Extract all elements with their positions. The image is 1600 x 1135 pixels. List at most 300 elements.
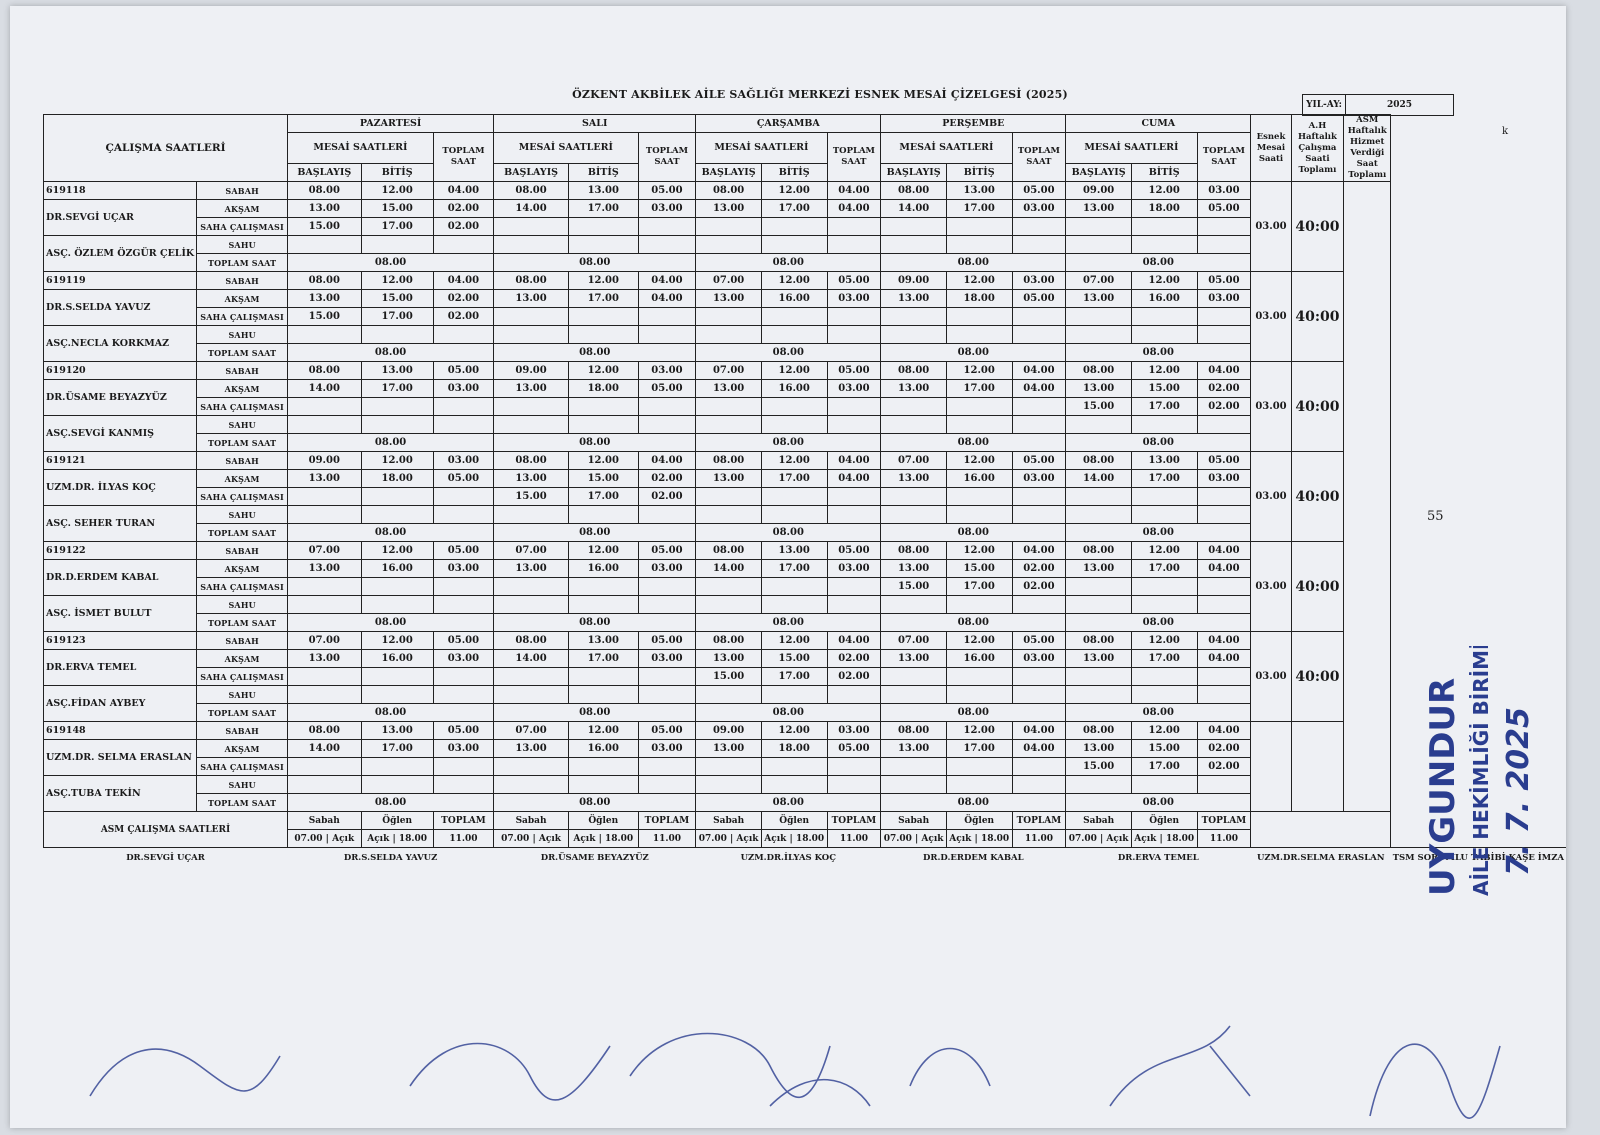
asm-oglen-head: Öğlen — [361, 812, 433, 830]
time-cell — [1197, 776, 1251, 794]
time-cell — [1197, 686, 1251, 704]
day-header: PAZARTESİ — [288, 115, 494, 133]
time-cell: 04.00 — [1197, 362, 1251, 380]
time-cell — [1131, 578, 1197, 596]
time-cell: 04.00 — [827, 200, 881, 218]
time-cell: 07.00 — [1066, 272, 1132, 290]
time-cell: 03.00 — [433, 380, 493, 398]
time-cell: 02.00 — [1012, 578, 1066, 596]
time-cell — [288, 596, 362, 614]
time-cell — [946, 668, 1012, 686]
row-label-toplam: TOPLAM SAAT — [197, 614, 288, 632]
time-cell — [1066, 578, 1132, 596]
time-cell: 07.00 — [881, 452, 947, 470]
time-cell — [946, 596, 1012, 614]
time-cell — [1012, 416, 1066, 434]
time-cell: 16.00 — [761, 380, 827, 398]
time-cell — [288, 398, 362, 416]
esnek-mesai-value — [1251, 722, 1291, 812]
time-cell — [288, 668, 362, 686]
time-cell: 12.00 — [761, 452, 827, 470]
asm-sabah-value: 07.00 | Açık — [288, 830, 362, 848]
time-cell — [881, 326, 947, 344]
time-cell — [1066, 326, 1132, 344]
time-cell: 05.00 — [827, 362, 881, 380]
time-cell — [1066, 488, 1132, 506]
haftalik-value: 40:00 — [1291, 452, 1344, 542]
time-cell — [696, 506, 762, 524]
baslayis-header: BAŞLAYIŞ — [696, 164, 762, 182]
time-cell: 12.00 — [361, 542, 433, 560]
time-cell — [1131, 308, 1197, 326]
day-total: 08.00 — [1066, 524, 1251, 542]
schedule-table — [43, 114, 1566, 868]
nurse-name: ASÇ.SEVGİ KANMIŞ — [44, 416, 197, 452]
time-cell — [827, 236, 881, 254]
time-cell: 17.00 — [1131, 650, 1197, 668]
time-cell — [1197, 668, 1251, 686]
row-label-toplam: TOPLAM SAAT — [197, 434, 288, 452]
time-cell: 12.00 — [1131, 722, 1197, 740]
time-cell — [361, 596, 433, 614]
time-cell: 17.00 — [1131, 470, 1197, 488]
time-cell: 04.00 — [1012, 722, 1066, 740]
time-cell — [696, 758, 762, 776]
nurse-name: ASÇ.FİDAN AYBEY — [44, 686, 197, 722]
doctor-name: DR.SEVGİ UÇAR — [44, 200, 197, 236]
time-cell: 08.00 — [881, 542, 947, 560]
asm-toplam-head: TOPLAM — [1197, 812, 1251, 830]
time-cell: 13.00 — [696, 200, 762, 218]
row-label-aksam: AKŞAM — [197, 380, 288, 398]
time-cell — [1131, 668, 1197, 686]
time-cell — [361, 236, 433, 254]
time-cell — [1197, 218, 1251, 236]
asm-oglen-head: Öğlen — [1131, 812, 1197, 830]
time-cell: 16.00 — [946, 470, 1012, 488]
time-cell — [638, 758, 696, 776]
time-cell — [433, 578, 493, 596]
time-cell: 02.00 — [433, 200, 493, 218]
time-cell — [1197, 308, 1251, 326]
time-cell: 12.00 — [761, 362, 827, 380]
time-cell — [288, 416, 362, 434]
time-cell: 08.00 — [288, 272, 362, 290]
row-label-toplam: TOPLAM SAAT — [197, 254, 288, 272]
stamp-unit: AİLE HEKİMLİĞİ BİRİMİ — [1469, 646, 1493, 896]
time-cell — [1131, 416, 1197, 434]
day-total: 08.00 — [1066, 794, 1251, 812]
time-cell — [568, 416, 638, 434]
time-cell — [881, 398, 947, 416]
time-cell: 15.00 — [946, 560, 1012, 578]
time-cell: 13.00 — [361, 362, 433, 380]
time-cell: 15.00 — [881, 578, 947, 596]
haftalik-value: 40:00 — [1291, 542, 1344, 632]
doctor-name: DR.D.ERDEM KABAL — [44, 560, 197, 596]
asm-sabah-head: Sabah — [696, 812, 762, 830]
unit-code: 619148 — [44, 722, 197, 740]
time-cell — [433, 686, 493, 704]
time-cell: 04.00 — [827, 452, 881, 470]
time-cell — [1131, 506, 1197, 524]
time-cell — [761, 416, 827, 434]
mesai-saatleri-header: MESAİ SAATLERİ — [288, 133, 434, 164]
time-cell — [288, 488, 362, 506]
time-cell: 04.00 — [1012, 380, 1066, 398]
time-cell — [761, 326, 827, 344]
time-cell: 17.00 — [1131, 398, 1197, 416]
time-cell: 08.00 — [696, 632, 762, 650]
time-cell — [1012, 236, 1066, 254]
row-label-saha: SAHA ÇALIŞMASI — [197, 218, 288, 236]
side-number: 55 — [1427, 509, 1444, 524]
nurse-name: ASÇ.NECLA KORKMAZ — [44, 326, 197, 362]
time-cell: 13.00 — [1066, 740, 1132, 758]
time-cell — [761, 308, 827, 326]
esnek-mesai-value: 03.00 — [1251, 632, 1291, 722]
time-cell: 15.00 — [361, 200, 433, 218]
time-cell: 15.00 — [288, 308, 362, 326]
row-label-aksam: AKŞAM — [197, 740, 288, 758]
time-cell: 02.00 — [433, 218, 493, 236]
day-header: ÇARŞAMBA — [696, 115, 881, 133]
time-cell: 05.00 — [433, 632, 493, 650]
time-cell: 13.00 — [946, 182, 1012, 200]
time-cell — [761, 596, 827, 614]
time-cell: 17.00 — [761, 470, 827, 488]
nurse-name: ASÇ. SEHER TURAN — [44, 506, 197, 542]
time-cell: 04.00 — [433, 182, 493, 200]
time-cell: 13.00 — [494, 560, 569, 578]
time-cell — [638, 218, 696, 236]
time-cell — [881, 758, 947, 776]
time-cell: 12.00 — [361, 452, 433, 470]
unit-code: 619122 — [44, 542, 197, 560]
time-cell — [288, 578, 362, 596]
unit-code: 619120 — [44, 362, 197, 380]
day-header: CUMA — [1066, 115, 1251, 133]
day-total: 08.00 — [1066, 344, 1251, 362]
time-cell — [761, 398, 827, 416]
time-cell — [827, 308, 881, 326]
time-cell — [494, 668, 569, 686]
row-label-sahu: SAHU — [197, 416, 288, 434]
nurse-name: ASÇ.TUBA TEKİN — [44, 776, 197, 812]
time-cell: 17.00 — [568, 200, 638, 218]
time-cell — [494, 758, 569, 776]
row-label-saha: SAHA ÇALIŞMASI — [197, 488, 288, 506]
time-cell: 13.00 — [494, 380, 569, 398]
time-cell — [827, 416, 881, 434]
time-cell — [761, 506, 827, 524]
time-cell: 02.00 — [1197, 740, 1251, 758]
esnek-mesai-value: 03.00 — [1251, 182, 1291, 272]
time-cell — [638, 326, 696, 344]
time-cell: 18.00 — [761, 740, 827, 758]
doctor-name: UZM.DR. SELMA ERASLAN — [44, 740, 197, 776]
time-cell — [1012, 668, 1066, 686]
table-row — [44, 182, 1567, 200]
time-cell — [494, 308, 569, 326]
doctor-name: DR.S.SELDA YAVUZ — [44, 290, 197, 326]
baslayis-header: BAŞLAYIŞ — [494, 164, 569, 182]
time-cell: 02.00 — [1197, 758, 1251, 776]
day-total: 08.00 — [494, 794, 696, 812]
asm-toplam-head: TOPLAM — [638, 812, 696, 830]
time-cell — [881, 218, 947, 236]
asm-sabah-head: Sabah — [494, 812, 569, 830]
time-cell: 12.00 — [946, 542, 1012, 560]
time-cell: 05.00 — [433, 542, 493, 560]
time-cell — [288, 776, 362, 794]
time-cell — [761, 488, 827, 506]
time-cell — [433, 758, 493, 776]
time-cell: 12.00 — [761, 632, 827, 650]
asm-oglen-value: Açık | 18.00 — [568, 830, 638, 848]
row-label-sahu: SAHU — [197, 236, 288, 254]
time-cell: 03.00 — [827, 722, 881, 740]
yil-ay-box — [1302, 94, 1454, 116]
nurse-name: ASÇ. İSMET BULUT — [44, 596, 197, 632]
time-cell — [361, 578, 433, 596]
time-cell: 17.00 — [761, 668, 827, 686]
time-cell — [1066, 236, 1132, 254]
time-cell: 13.00 — [494, 470, 569, 488]
time-cell: 17.00 — [568, 650, 638, 668]
approval-stamp — [1418, 646, 1558, 906]
time-cell: 12.00 — [1131, 272, 1197, 290]
time-cell: 17.00 — [361, 218, 433, 236]
time-cell: 13.00 — [696, 290, 762, 308]
time-cell: 17.00 — [361, 740, 433, 758]
time-cell — [638, 686, 696, 704]
time-cell: 15.00 — [1066, 758, 1132, 776]
toplam-saat-header: TOPLAM SAAT — [1012, 133, 1066, 182]
time-cell — [946, 758, 1012, 776]
signature-name: DR.S.SELDA YAVUZ — [288, 848, 494, 869]
mesai-saatleri-header: MESAİ SAATLERİ — [696, 133, 827, 164]
day-total: 08.00 — [696, 524, 881, 542]
time-cell — [568, 668, 638, 686]
day-total: 08.00 — [881, 524, 1066, 542]
time-cell — [638, 416, 696, 434]
day-total: 08.00 — [494, 614, 696, 632]
asm-toplam-value: 11.00 — [638, 830, 696, 848]
time-cell: 03.00 — [433, 650, 493, 668]
time-cell — [1131, 218, 1197, 236]
doctor-name: DR.ÜSAME BEYAZYÜZ — [44, 380, 197, 416]
time-cell — [946, 686, 1012, 704]
stamp-uygundur: UYGUNDUR — [1423, 677, 1463, 896]
asm-oglen-head: Öğlen — [761, 812, 827, 830]
day-total: 08.00 — [1066, 704, 1251, 722]
time-cell: 13.00 — [696, 470, 762, 488]
time-cell: 14.00 — [881, 200, 947, 218]
time-cell — [696, 416, 762, 434]
time-cell — [433, 596, 493, 614]
time-cell: 02.00 — [1012, 560, 1066, 578]
time-cell — [761, 776, 827, 794]
time-cell: 03.00 — [1197, 182, 1251, 200]
unit-code: 619123 — [44, 632, 197, 650]
time-cell: 13.00 — [568, 182, 638, 200]
time-cell — [433, 236, 493, 254]
time-cell: 12.00 — [568, 362, 638, 380]
baslayis-header: BAŞLAYIŞ — [881, 164, 947, 182]
time-cell — [696, 236, 762, 254]
time-cell — [494, 506, 569, 524]
time-cell: 08.00 — [494, 182, 569, 200]
day-total: 08.00 — [494, 434, 696, 452]
bitis-header: BİTİŞ — [361, 164, 433, 182]
time-cell — [433, 506, 493, 524]
time-cell — [638, 596, 696, 614]
row-label-aksam: AKŞAM — [197, 470, 288, 488]
time-cell — [881, 506, 947, 524]
time-cell: 03.00 — [638, 362, 696, 380]
time-cell — [638, 506, 696, 524]
time-cell — [1131, 488, 1197, 506]
time-cell: 13.00 — [881, 380, 947, 398]
time-cell — [1012, 398, 1066, 416]
time-cell: 12.00 — [946, 632, 1012, 650]
day-total: 08.00 — [696, 794, 881, 812]
time-cell — [696, 488, 762, 506]
time-cell — [638, 578, 696, 596]
time-cell — [1197, 596, 1251, 614]
time-cell — [881, 668, 947, 686]
time-cell: 05.00 — [433, 470, 493, 488]
time-cell: 04.00 — [1197, 650, 1251, 668]
time-cell — [638, 398, 696, 416]
time-cell: 12.00 — [568, 722, 638, 740]
time-cell: 07.00 — [494, 722, 569, 740]
time-cell: 05.00 — [433, 722, 493, 740]
time-cell — [494, 776, 569, 794]
calisma-saatleri-header: ÇALIŞMA SAATLERİ — [44, 115, 288, 182]
day-total: 08.00 — [696, 614, 881, 632]
time-cell: 12.00 — [1131, 182, 1197, 200]
time-cell: 04.00 — [638, 272, 696, 290]
day-total: 08.00 — [494, 704, 696, 722]
time-cell — [1131, 596, 1197, 614]
time-cell: 17.00 — [946, 380, 1012, 398]
time-cell: 16.00 — [361, 560, 433, 578]
time-cell: 18.00 — [1131, 200, 1197, 218]
time-cell: 12.00 — [568, 272, 638, 290]
toplam-saat-header: TOPLAM SAAT — [638, 133, 696, 182]
time-cell — [881, 308, 947, 326]
row-label-sahu: SAHU — [197, 326, 288, 344]
time-cell — [361, 416, 433, 434]
time-cell: 02.00 — [1197, 398, 1251, 416]
time-cell: 13.00 — [696, 380, 762, 398]
time-cell — [761, 758, 827, 776]
time-cell — [433, 776, 493, 794]
time-cell: 15.00 — [1131, 380, 1197, 398]
time-cell: 16.00 — [568, 560, 638, 578]
row-label-sabah: SABAH — [197, 272, 288, 290]
signature-name: UZM.DR.SELMA ERASLAN — [1251, 848, 1391, 869]
row-label-toplam: TOPLAM SAAT — [197, 524, 288, 542]
day-total: 08.00 — [1066, 254, 1251, 272]
time-cell — [1066, 416, 1132, 434]
time-cell — [494, 218, 569, 236]
day-total: 08.00 — [288, 254, 494, 272]
time-cell: 09.00 — [494, 362, 569, 380]
time-cell: 14.00 — [288, 380, 362, 398]
mesai-saatleri-header: MESAİ SAATLERİ — [494, 133, 638, 164]
esnek-mesai-value: 03.00 — [1251, 542, 1291, 632]
time-cell: 12.00 — [1131, 362, 1197, 380]
time-cell: 12.00 — [361, 632, 433, 650]
time-cell: 03.00 — [638, 200, 696, 218]
day-total: 08.00 — [696, 254, 881, 272]
time-cell — [494, 398, 569, 416]
mesai-saatleri-header: MESAİ SAATLERİ — [1066, 133, 1197, 164]
time-cell: 17.00 — [568, 488, 638, 506]
time-cell — [827, 398, 881, 416]
time-cell — [1197, 578, 1251, 596]
time-cell: 03.00 — [1012, 470, 1066, 488]
time-cell: 03.00 — [638, 560, 696, 578]
time-cell: 09.00 — [696, 722, 762, 740]
time-cell — [761, 686, 827, 704]
time-cell: 07.00 — [494, 542, 569, 560]
row-label-toplam: TOPLAM SAAT — [197, 794, 288, 812]
time-cell — [1066, 596, 1132, 614]
time-cell — [568, 398, 638, 416]
time-cell — [827, 758, 881, 776]
day-total: 08.00 — [696, 344, 881, 362]
mesai-saatleri-header: MESAİ SAATLERİ — [881, 133, 1012, 164]
time-cell: 08.00 — [696, 182, 762, 200]
time-cell: 18.00 — [946, 290, 1012, 308]
time-cell: 13.00 — [881, 650, 947, 668]
asm-oglen-value: Açık | 18.00 — [761, 830, 827, 848]
time-cell — [288, 686, 362, 704]
time-cell: 14.00 — [494, 200, 569, 218]
time-cell — [946, 218, 1012, 236]
time-cell — [433, 416, 493, 434]
time-cell: 09.00 — [288, 452, 362, 470]
ah-haftalik-header: A.H Haftalık Çalışma Saati Toplamı — [1291, 115, 1344, 182]
time-cell — [433, 398, 493, 416]
day-total: 08.00 — [696, 704, 881, 722]
day-total: 08.00 — [288, 434, 494, 452]
haftalik-value — [1291, 722, 1344, 812]
day-total: 08.00 — [881, 704, 1066, 722]
asm-blank — [1251, 812, 1391, 848]
toplam-saat-header: TOPLAM SAAT — [433, 133, 493, 182]
time-cell: 15.00 — [288, 218, 362, 236]
day-total: 08.00 — [881, 434, 1066, 452]
time-cell: 08.00 — [288, 182, 362, 200]
time-cell: 04.00 — [1012, 740, 1066, 758]
baslayis-header: BAŞLAYIŞ — [288, 164, 362, 182]
time-cell — [1012, 488, 1066, 506]
time-cell — [1131, 326, 1197, 344]
time-cell — [494, 578, 569, 596]
time-cell: 08.00 — [1066, 542, 1132, 560]
time-cell — [494, 416, 569, 434]
time-cell: 18.00 — [361, 470, 433, 488]
day-total: 08.00 — [1066, 434, 1251, 452]
time-cell: 17.00 — [946, 578, 1012, 596]
time-cell: 13.00 — [1066, 380, 1132, 398]
unit-code: 619119 — [44, 272, 197, 290]
